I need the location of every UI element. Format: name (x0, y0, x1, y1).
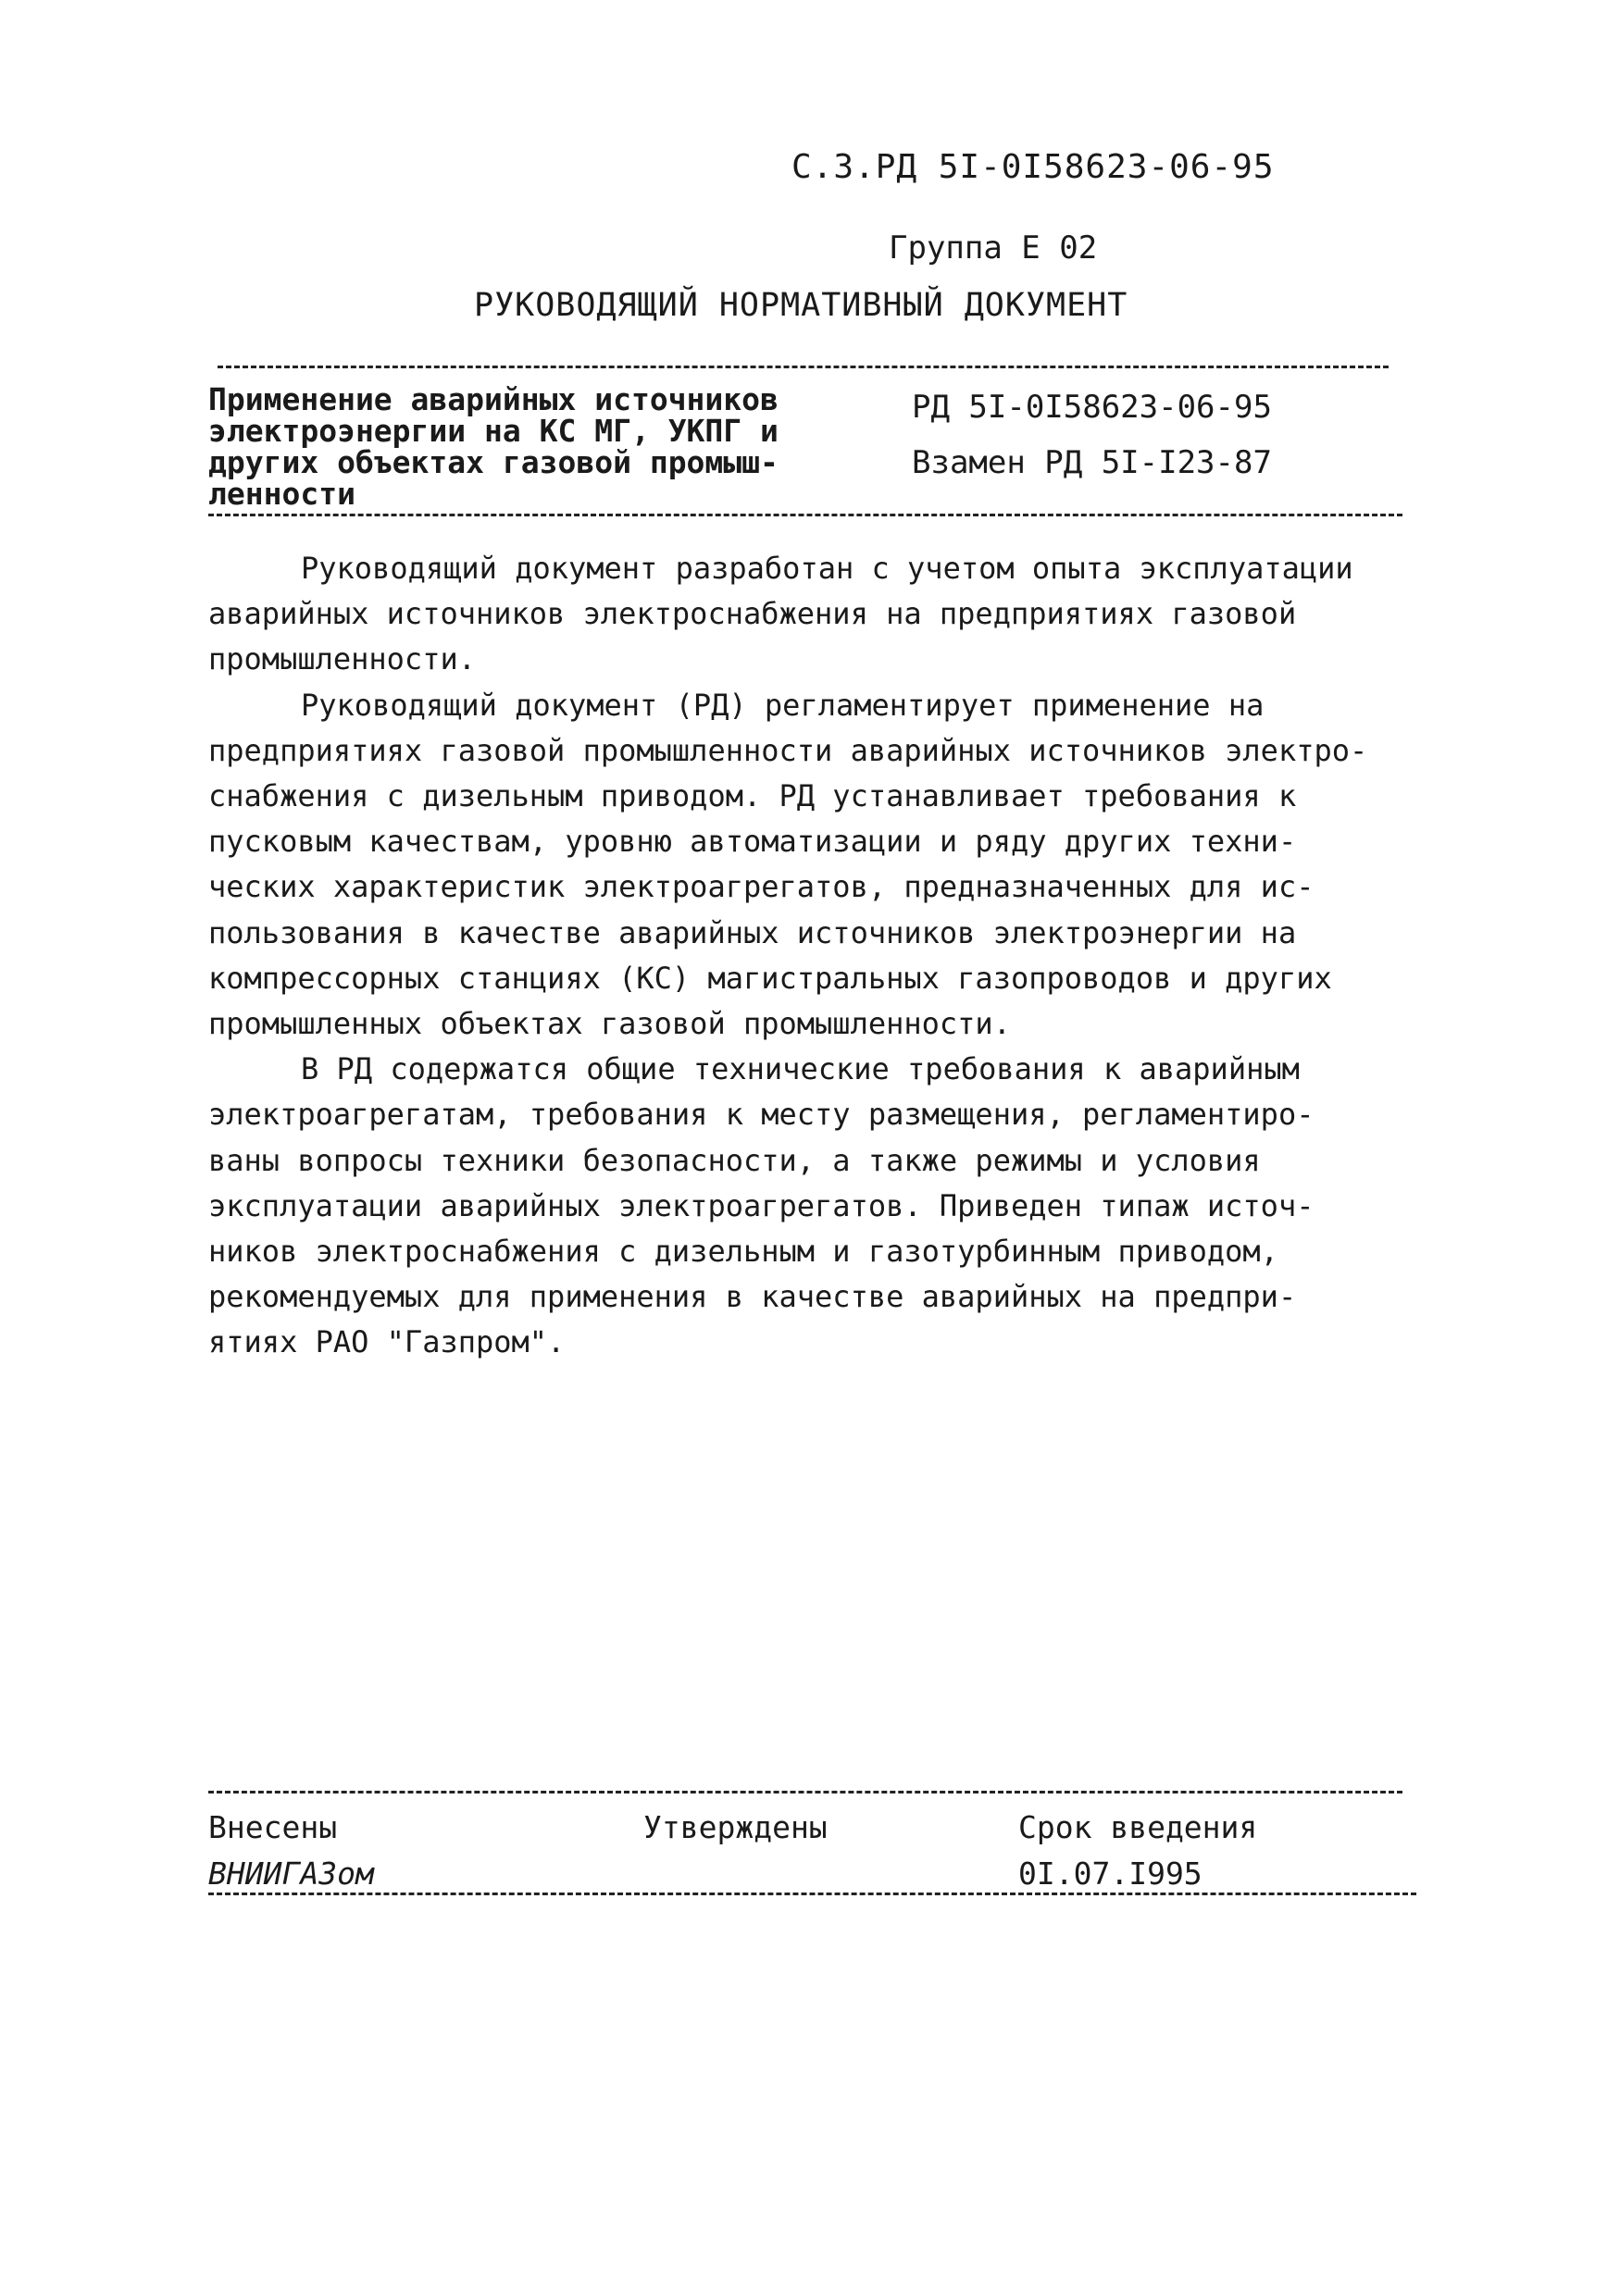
text-line: рекомендуемых для применения в качестве аварийных на предпри- (208, 1279, 1297, 1315)
text-line: электроагрегатам, требования к месту размещения, регламентиро- (208, 1097, 1315, 1133)
text-line: пользования в качестве аварийных источников электроэнергии на (208, 914, 1297, 950)
document-body (208, 546, 1449, 1366)
document-designation: РД 5I-0I58623-06-95 (912, 389, 1272, 426)
replaces-note: Взамен РД 5I-I23-87 (912, 444, 1272, 481)
text-line: эксплуатации аварийных электроагрегатов. Приведен типаж источ- (208, 1187, 1315, 1223)
text-line: компрессорных станциях (КС) магистральных газопроводов и других (208, 960, 1332, 996)
text-line: снабжения с дизельным приводом. РД устанавливает требования к (208, 778, 1297, 814)
footer-approved (643, 1805, 828, 1851)
text-line: Руководящий документ разработан с учетом опыта эксплуатации (301, 551, 1353, 586)
footer-effective (1018, 1805, 1257, 1897)
title-line: Применение аварийных источников (208, 381, 779, 417)
effective-date: 0I.07.I995 (1018, 1855, 1203, 1892)
text-line: ческих характеристик электроагрегатов, предназначенных для ис- (208, 869, 1315, 905)
paragraph (208, 1047, 1449, 1365)
effective-label: Срок введения (1018, 1809, 1258, 1845)
page-code: С.3.РД 5I-0I58623-06-95 (791, 148, 1275, 186)
text-line: промышленных объектах газовой промышленности. (208, 1006, 1011, 1042)
footer-top-rule (208, 1791, 1402, 1793)
text-line: В РД содержатся общие технические требования к аварийным (301, 1051, 1300, 1087)
text-line: предприятиях газовой промышленности аварийных источников электро- (208, 732, 1368, 768)
document-designation-block (912, 379, 1272, 490)
paragraph (208, 546, 1449, 683)
document-kind-heading: РУКОВОДЯЩИЙ НОРМАТИВНЫЙ ДОКУМЕНТ (474, 287, 1128, 324)
text-line: пусковым качествам, уровню автоматизации и ряду других техни- (208, 824, 1297, 860)
paragraph (208, 683, 1449, 1048)
header-rule (218, 366, 1389, 368)
text-line: ятиях РАО "Газпром". (208, 1324, 566, 1360)
text-line: промышленности. (208, 641, 476, 677)
title-line: ленности (208, 476, 355, 512)
approved-label: Утверждены (643, 1809, 828, 1845)
title-line: других объектах газовой промыш- (208, 444, 779, 480)
group-code: Группа Е 02 (889, 230, 1098, 267)
title-rule (208, 514, 1402, 516)
footer-introduced (208, 1805, 374, 1897)
title-line: электроэнергии на КС МГ, УКПГ и (208, 413, 779, 449)
document-title (208, 381, 819, 512)
text-line: аварийных источников электроснабжения на предприятиях газовой (208, 596, 1297, 632)
text-line: ваны вопросы техники безопасности, а также режимы и условия (208, 1142, 1261, 1178)
introduced-by: ВНИИГАЗом (208, 1855, 374, 1892)
text-line: Руководящий документ (РД) регламентирует применение на (301, 687, 1265, 723)
text-line: ников электроснабжения с дизельным и газотурбинным приводом, (208, 1234, 1278, 1270)
introduced-label: Внесены (208, 1809, 338, 1845)
